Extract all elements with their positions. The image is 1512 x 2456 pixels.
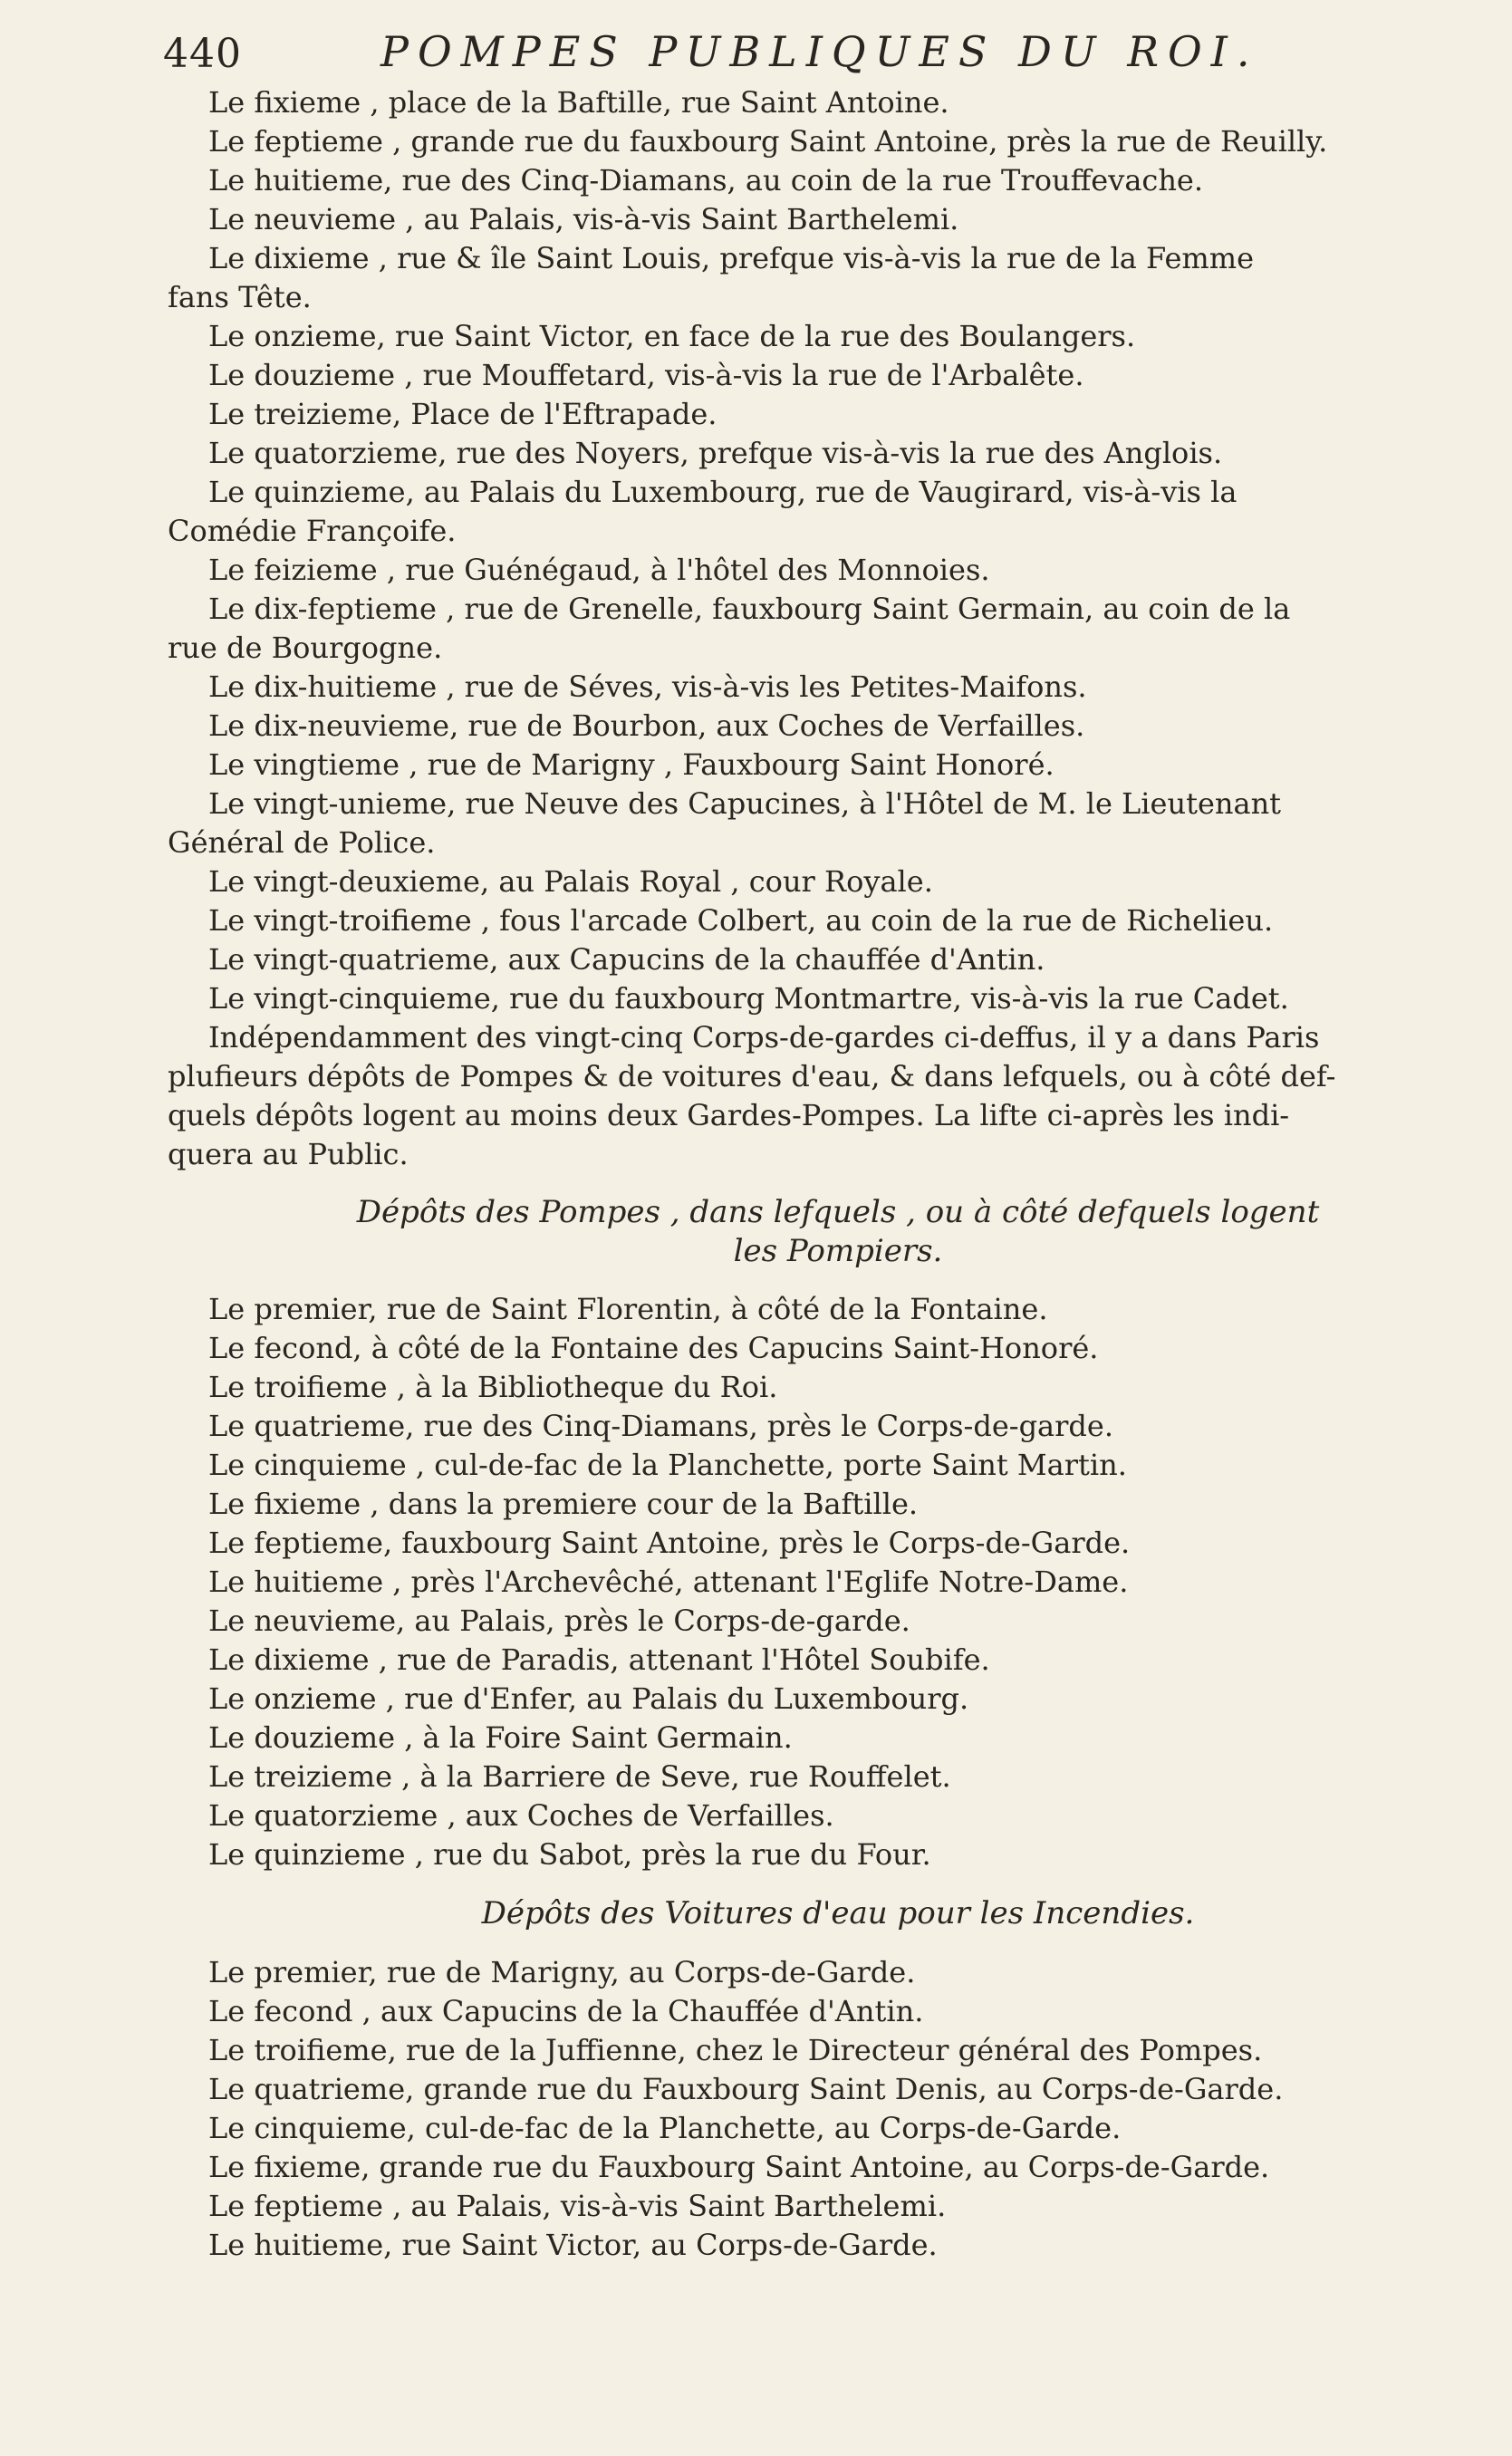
text-line: Le dix-feptieme , rue de Grenelle, fauxbourg Saint Germain, au coin de la <box>208 592 1291 626</box>
text-line: quels dépôts logent au moins deux Gardes-Pompes. La lifte ci-après les indi- <box>168 1098 1290 1132</box>
text-line: Le vingt-troifieme , fous l'arcade Colbert, au coin de la rue de Richelieu. <box>208 903 1274 938</box>
text-line: Le fixieme , place de la Baftille, rue Saint Antoine. <box>208 85 949 120</box>
list-item: Le fecond , aux Capucins de la Chauffée d'Antin. <box>208 1994 924 2028</box>
text-line: Le vingt-unieme, rue Neuve des Capucines, à l'Hôtel de M. le Lieutenant <box>208 786 1282 821</box>
list-item: Le premier, rue de Marigny, au Corps-de-Garde. <box>208 1955 916 1989</box>
list-item: Le quatorzieme , aux Coches de Verfailles. <box>208 1798 834 1833</box>
text-line: Le vingt-quatrieme, aux Capucins de la chauffée d'Antin. <box>208 942 1045 977</box>
list-item: Le quatrieme, grande rue du Fauxbourg Saint Denis, au Corps-de-Garde. <box>208 2072 1284 2106</box>
list-item: Le premier, rue de Saint Florentin, à côté de la Fontaine. <box>208 1292 1048 1326</box>
depots-voitures-list <box>168 1953 1472 2265</box>
text-line: Le vingtieme , rue de Marigny , Fauxbourg Saint Honoré. <box>208 747 1055 782</box>
text-line: Le dixieme , rue & île Saint Louis, prefque vis-à-vis la rue de la Femme <box>208 241 1255 275</box>
list-item: Le feptieme, fauxbourg Saint Antoine, près le Corps-de-Garde. <box>208 1526 1131 1560</box>
page-body <box>168 83 1472 2265</box>
text-line: Le vingt-deuxieme, au Palais Royal , cour Royale. <box>208 864 933 899</box>
text-line: Le feptieme , grande rue du fauxbourg Saint Antoine, près la rue de Reuilly. <box>208 124 1328 159</box>
text-line: fans Tête. <box>168 280 312 314</box>
list-item: Le huitieme, rue Saint Victor, au Corps-de-Garde. <box>208 2228 938 2262</box>
text-line: Indépendamment des vingt-cinq Corps-de-gardes ci-deffus, il y a dans Paris <box>208 1020 1320 1055</box>
depots-pompes-list <box>168 1290 1472 1874</box>
running-title: POMPES PUBLIQUES DU ROI. <box>380 27 1259 76</box>
text-line: Le quatorzieme, rue des Noyers, prefque vis-à-vis la rue des Anglois. <box>208 436 1223 470</box>
text-line: quera au Public. <box>168 1137 409 1171</box>
list-item: Le fixieme , dans la premiere cour de la Baftille. <box>208 1487 919 1521</box>
text-line: Le feizieme , rue Guénégaud, à l'hôtel des Monnoies. <box>208 553 990 587</box>
list-item: Le onzieme , rue d'Enfer, au Palais du Luxembourg. <box>208 1681 969 1716</box>
list-item: Le feptieme , au Palais, vis-à-vis Saint Barthelemi. <box>208 2189 947 2223</box>
list-item: Le douzieme , à la Foire Saint Germain. <box>208 1720 793 1755</box>
heading-line: Dépôts des Voitures d'eau pour les Incendies. <box>481 1895 1195 1931</box>
list-item: Le troifieme, rue de la Juffienne, chez le Directeur général des Pompes. <box>208 2033 1263 2067</box>
list-item: Le troifieme , à la Bibliotheque du Roi. <box>208 1370 778 1404</box>
list-item: Le huitieme , près l'Archevêché, attenant l'Eglife Notre-Dame. <box>208 1565 1129 1599</box>
list-item: Le quatrieme, rue des Cinq-Diamans, près le Corps-de-garde. <box>208 1409 1114 1443</box>
list-item: Le dixieme , rue de Paradis, attenant l'Hôtel Soubife. <box>208 1642 990 1677</box>
page-number: 440 <box>163 31 242 77</box>
page-header <box>163 27 1468 82</box>
corps-de-garde-list <box>168 83 1472 1174</box>
text-line: plufieurs dépôts de Pompes & de voitures d'eau, & dans lefquels, ou à côté def- <box>168 1059 1336 1093</box>
list-item: Le quinzieme , rue du Sabot, près la rue du Four. <box>208 1837 931 1872</box>
text-line: Le douzieme , rue Mouffetard, vis-à-vis la rue de l'Arbalête. <box>208 358 1084 392</box>
heading-line: Dépôts des Pompes , dans lefquels , ou à côté defquels logent <box>356 1194 1320 1230</box>
text-line: Le huitieme, rue des Cinq-Diamans, au coin de la rue Trouffevache. <box>208 163 1204 197</box>
text-line: Général de Police. <box>168 825 436 860</box>
list-item: Le fixieme, grande rue du Fauxbourg Saint Antoine, au Corps-de-Garde. <box>208 2150 1270 2184</box>
list-item: Le treizieme , à la Barriere de Seve, rue Rouffelet. <box>208 1759 951 1794</box>
section-heading-pompes <box>168 1193 1472 1271</box>
heading-line: les Pompiers. <box>733 1233 943 1269</box>
text-line: Le treizieme, Place de l'Eftrapade. <box>208 397 717 431</box>
list-item: Le neuvieme, au Palais, près le Corps-de-garde. <box>208 1604 910 1638</box>
text-line: Le dix-neuvieme, rue de Bourbon, aux Coches de Verfailles. <box>208 708 1085 743</box>
text-line: Le neuvieme , au Palais, vis-à-vis Saint Barthelemi. <box>208 202 959 236</box>
text-line: Le dix-huitieme , rue de Séves, vis-à-vis les Petites-Maifons. <box>208 669 1087 704</box>
text-line: Le onzieme, rue Saint Victor, en face de la rue des Boulangers. <box>208 319 1136 353</box>
list-item: Le cinquieme, cul-de-fac de la Planchette, au Corps-de-Garde. <box>208 2111 1122 2145</box>
section-heading-voitures <box>168 1894 1472 1933</box>
text-line: Le vingt-cinquieme, rue du fauxbourg Montmartre, vis-à-vis la rue Cadet. <box>208 981 1289 1016</box>
text-line: Le quinzieme, au Palais du Luxembourg, rue de Vaugirard, vis-à-vis la <box>208 475 1238 509</box>
list-item: Le fecond, à côté de la Fontaine des Capucins Saint-Honoré. <box>208 1331 1099 1365</box>
text-line: Comédie Françoife. <box>168 514 457 548</box>
list-item: Le cinquieme , cul-de-fac de la Planchette, porte Saint Martin. <box>208 1448 1127 1482</box>
text-line: rue de Bourgogne. <box>168 631 443 665</box>
